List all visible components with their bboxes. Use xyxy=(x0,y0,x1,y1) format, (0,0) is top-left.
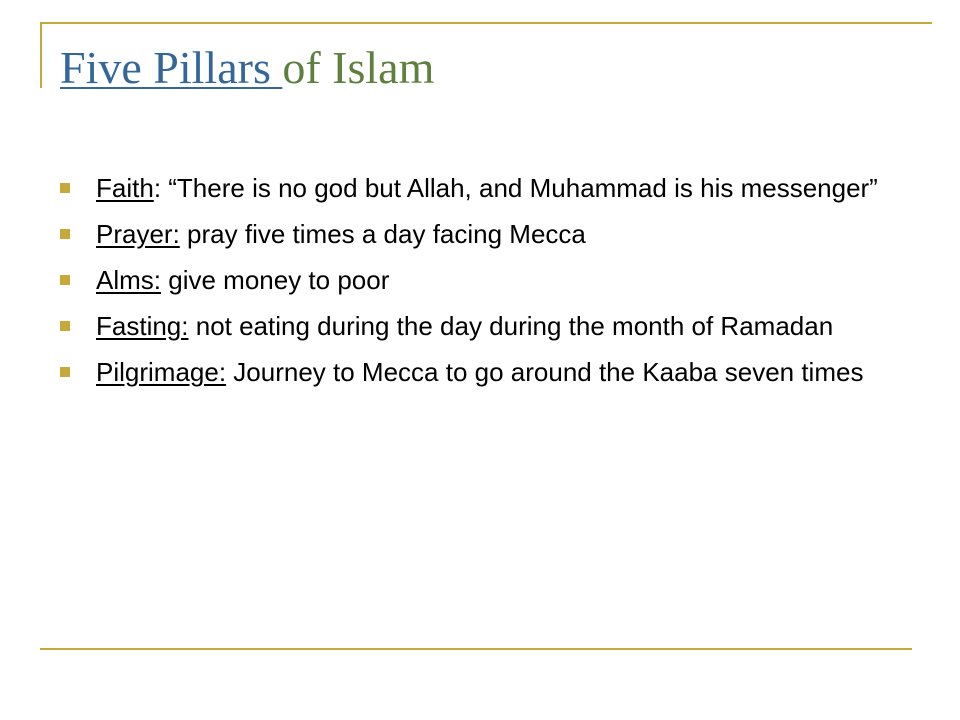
bullet-term: Fasting: xyxy=(96,311,189,341)
title-link[interactable]: Five Pillars xyxy=(60,42,283,93)
bullet-text: not eating during the day during the month of Ramadan xyxy=(195,311,834,341)
bullet-item-fasting xyxy=(60,310,900,342)
bullet-term: Pilgrimage: xyxy=(96,357,227,387)
bullet-term: Prayer: xyxy=(96,219,180,249)
bullet-text: pray five times a day facing Mecca xyxy=(187,219,586,249)
slide-title xyxy=(60,38,434,98)
square-bullet-icon xyxy=(60,275,70,285)
bullet-separator xyxy=(180,219,187,249)
bullet-term: Faith xyxy=(96,173,154,203)
bullet-item-prayer xyxy=(60,218,900,250)
bullet-item-alms xyxy=(60,264,900,296)
square-bullet-icon xyxy=(60,321,70,331)
bullet-text: give money to poor xyxy=(168,265,390,295)
square-bullet-icon xyxy=(60,183,70,193)
bullet-separator: : xyxy=(153,173,169,203)
bullet-list xyxy=(60,172,900,402)
top-rule-vertical xyxy=(40,22,42,88)
top-rule-horizontal xyxy=(40,22,932,24)
bullet-item-pilgrimage xyxy=(60,356,900,388)
title-rest: of Islam xyxy=(282,42,435,93)
bullet-item-faith xyxy=(60,172,900,204)
bullet-term: Alms: xyxy=(96,265,161,295)
square-bullet-icon xyxy=(60,367,70,377)
bullet-text: Journey to Mecca to go around the Kaaba seven times xyxy=(233,357,864,387)
bullet-text: “There is no god but Allah, and Muhammad is his messenger” xyxy=(168,173,878,203)
bullet-separator xyxy=(189,311,196,341)
bottom-rule xyxy=(40,648,912,650)
square-bullet-icon xyxy=(60,229,70,239)
